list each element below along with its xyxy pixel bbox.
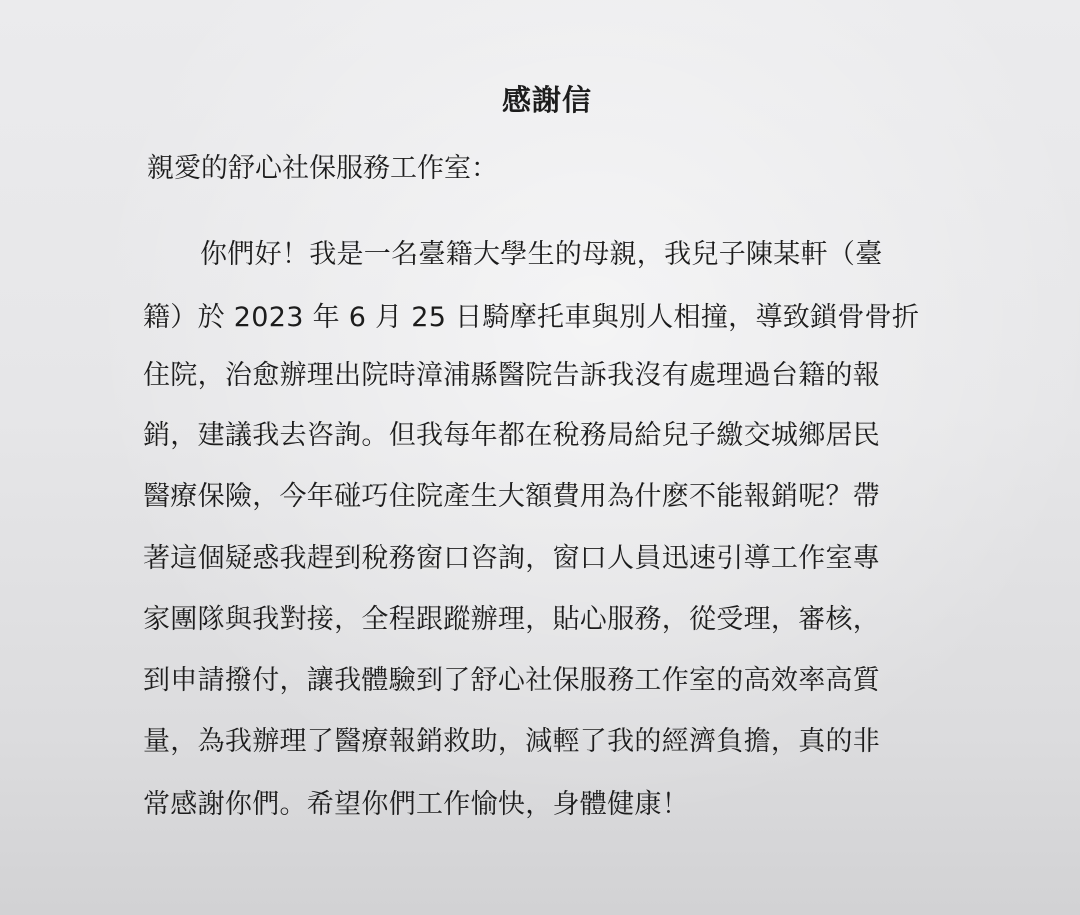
body-line: 量，為我辦理了醫療報銷救助，減輕了我的經濟負擔，真的非 [143,726,881,757]
body-line: 家團隊與我對接，全程跟蹤辦理，貼心服務，從受理，審核， [143,604,881,635]
body-line: 醫療保險，今年碰巧住院產生大額費用為什麽不能報銷呢？帶 [143,481,881,512]
body-line: 常感謝你們。希望你們工作愉快，身體健康！ [143,789,689,820]
body-line: 籍）於 2023 年 6 月 25 日騎摩托車與別人相撞，導致鎖骨骨折 [143,302,920,333]
body-line: 到申請撥付，讓我體驗到了舒心社保服務工作室的高效率高質 [143,665,881,696]
body-line: 住院，治愈辦理出院時漳浦縣醫院告訴我沒有處理過台籍的報 [143,360,881,391]
body-line: 銷，建議我去咨詢。但我每年都在稅務局給兒子繳交城鄉居民 [143,420,881,451]
letter-salutation: 親愛的舒心社保服務工作室： [147,153,498,184]
body-line: 你們好！我是一名臺籍大學生的母親，我兒子陳某軒（臺 [200,239,883,270]
letter-title: 感謝信 [501,83,592,117]
body-line: 著這個疑惑我趕到稅務窗口咨詢，窗口人員迅速引導工作室專 [143,543,881,574]
